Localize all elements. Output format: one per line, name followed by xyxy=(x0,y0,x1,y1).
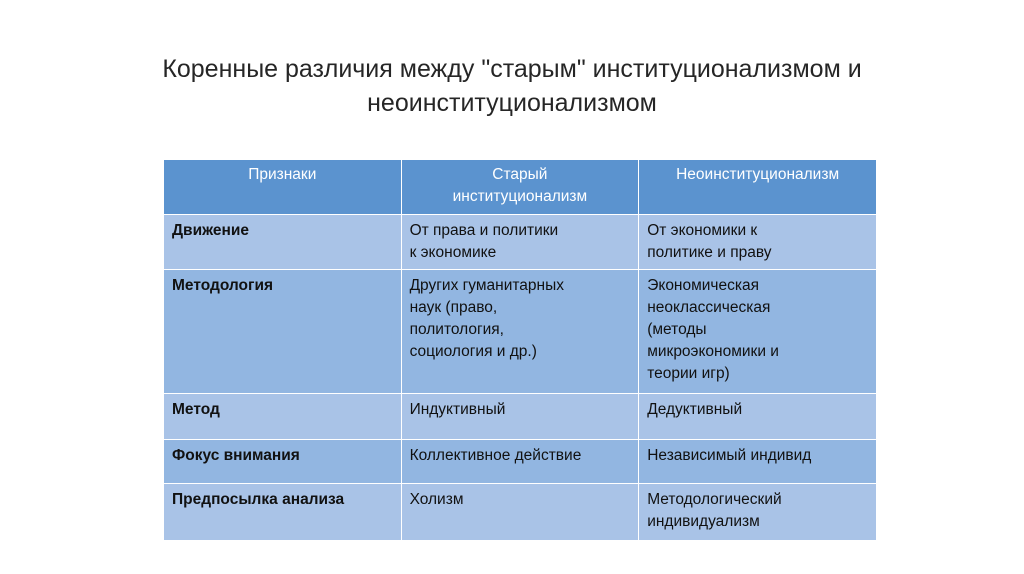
table-header-row xyxy=(164,160,877,215)
feature-cell: Предпосылка анализа xyxy=(164,484,402,541)
table-row xyxy=(164,440,877,484)
neo-value-cell: От экономики к политике и праву xyxy=(639,215,877,270)
neo-value-cell: Дедуктивный xyxy=(639,394,877,440)
old-value-cell: Холизм xyxy=(401,484,639,541)
neo-value-cell: Экономическая неоклассическая (методы микроэкономики и теории игр) xyxy=(639,270,877,394)
table-row xyxy=(164,270,877,394)
feature-cell: Методология xyxy=(164,270,402,394)
slide-title-line-1: Коренные различия между "старым" институционализмом и xyxy=(162,55,862,83)
neo-value-cell: Методологический индивидуализм xyxy=(639,484,877,541)
table-row xyxy=(164,215,877,270)
slide-title-line-2: неоинституционализмом xyxy=(367,89,657,117)
comparison-table xyxy=(163,159,877,541)
header-features: Признаки xyxy=(164,160,402,215)
feature-cell: Фокус внимания xyxy=(164,440,402,484)
old-value-cell: Индуктивный xyxy=(401,394,639,440)
table-row xyxy=(164,484,877,541)
feature-cell: Метод xyxy=(164,394,402,440)
header-old-institutionalism: Старый институционализм xyxy=(401,160,639,215)
slide-title xyxy=(60,52,964,120)
header-neo-institutionalism: Неоинституционализм xyxy=(639,160,877,215)
neo-value-cell: Независимый индивид xyxy=(639,440,877,484)
feature-cell: Движение xyxy=(164,215,402,270)
table-row xyxy=(164,394,877,440)
old-value-cell: Коллективное действие xyxy=(401,440,639,484)
old-value-cell: Других гуманитарных наук (право, политология, социология и др.) xyxy=(401,270,639,394)
old-value-cell: От права и политики к экономике xyxy=(401,215,639,270)
